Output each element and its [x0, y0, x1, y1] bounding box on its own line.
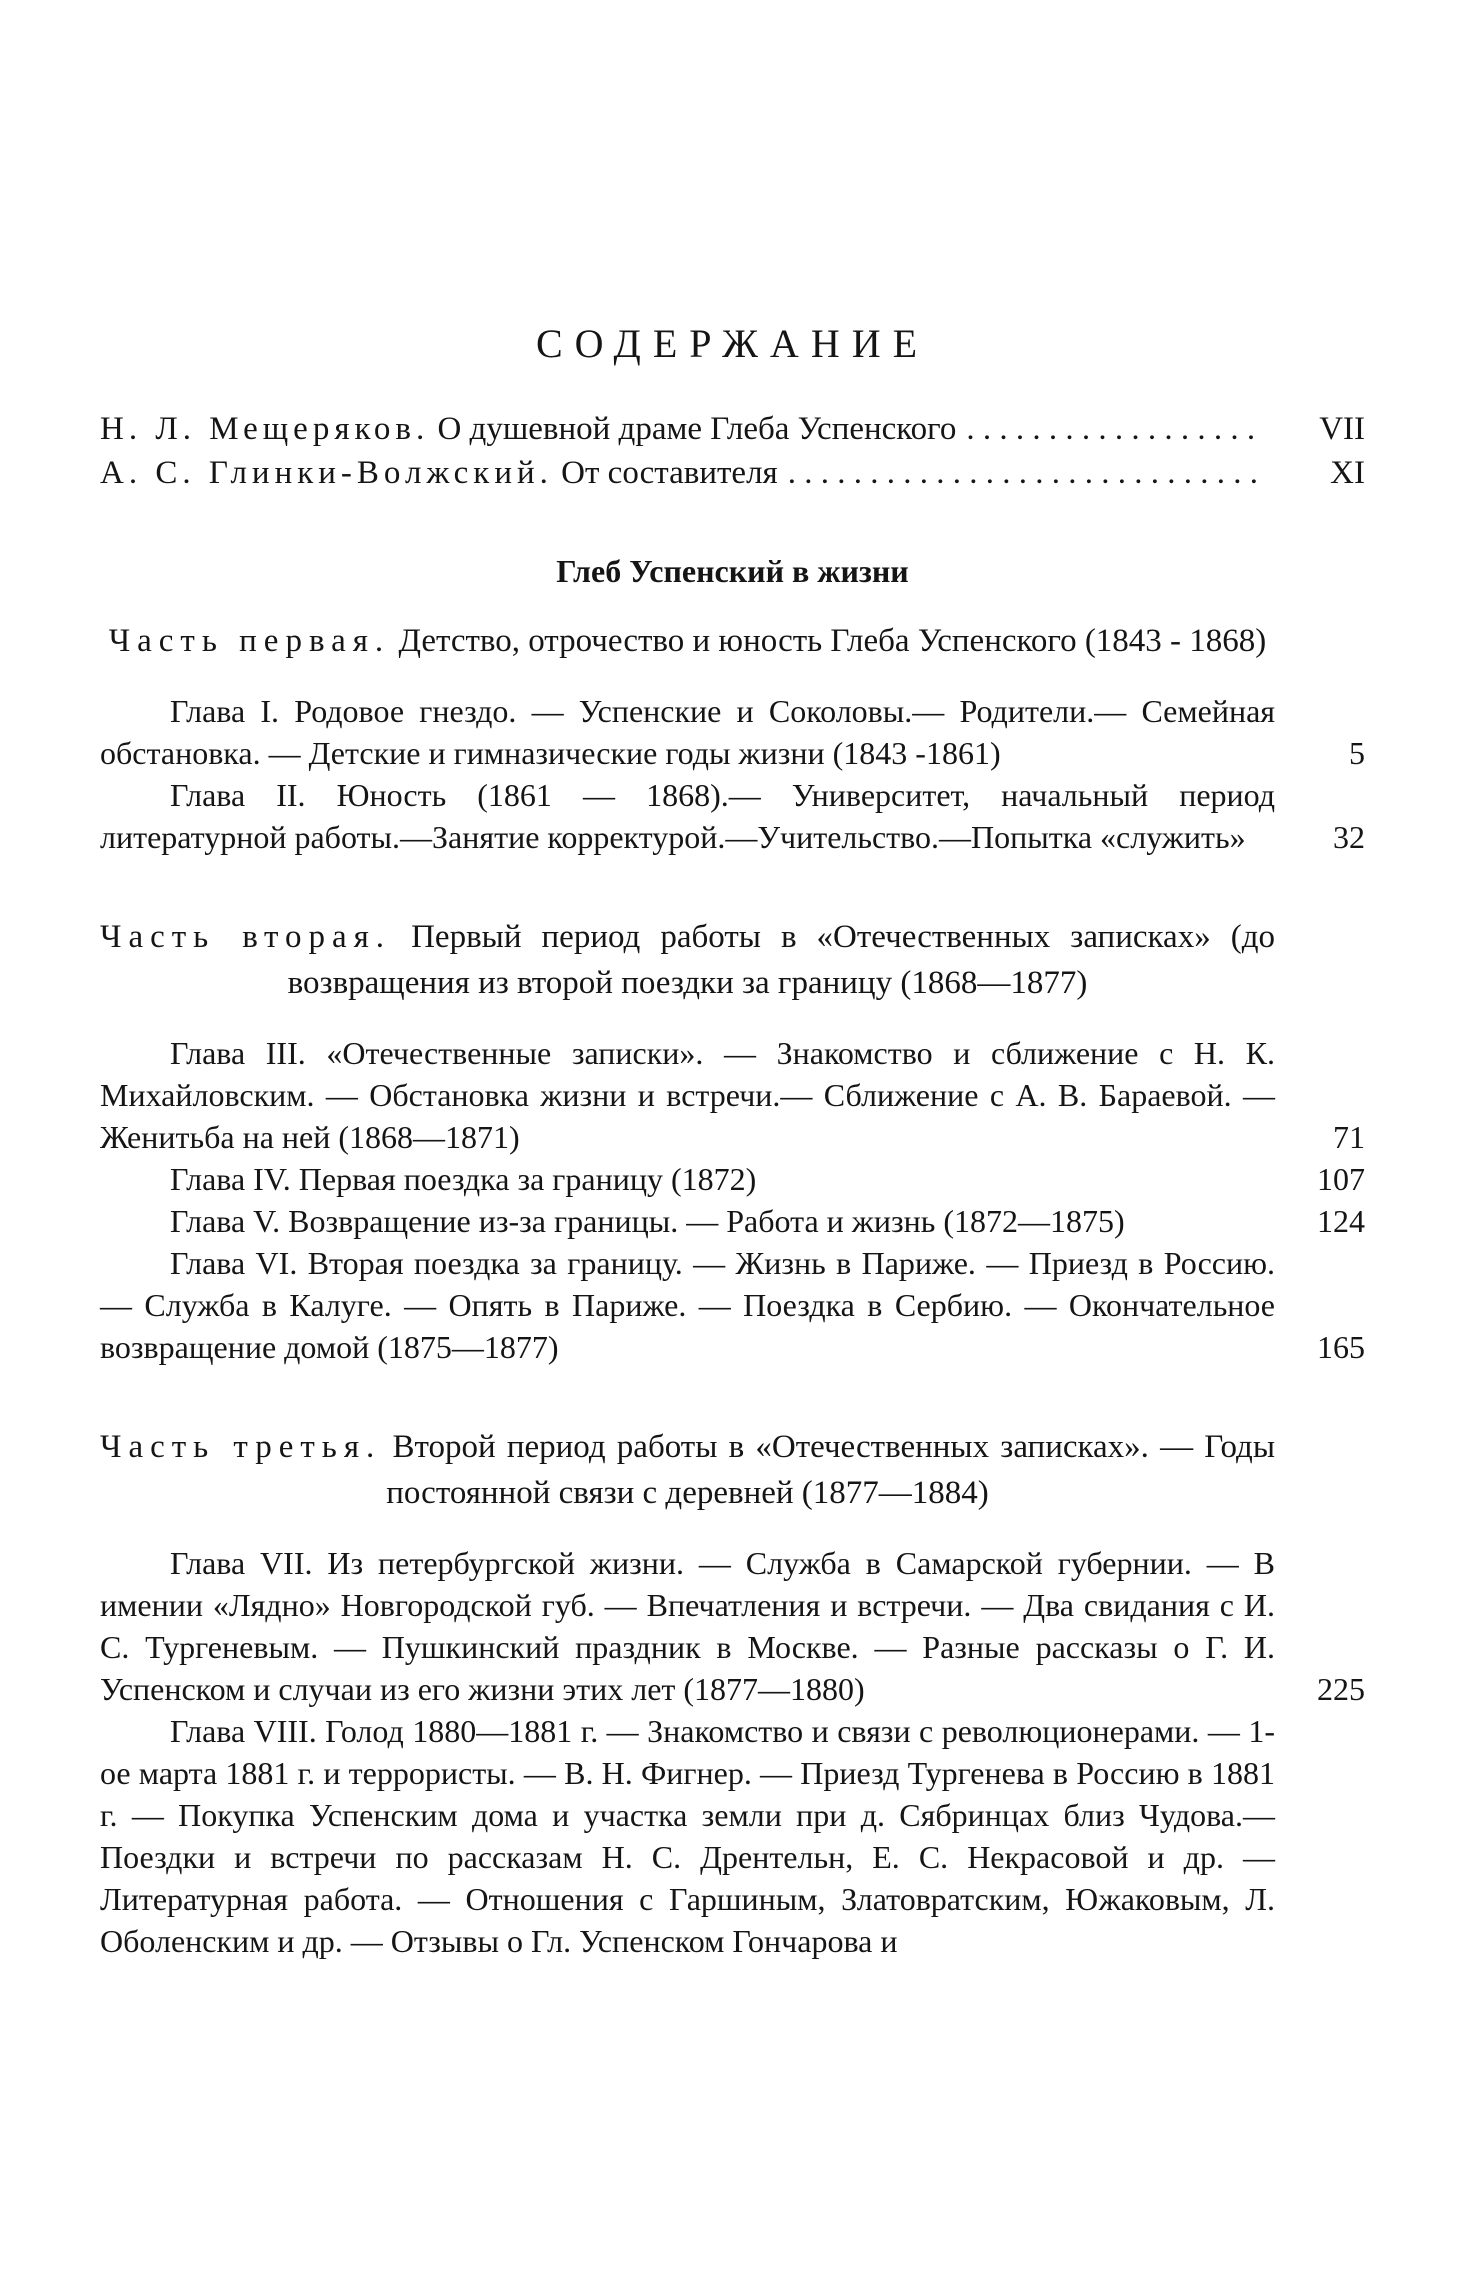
entry-text: О душевной драме Глеба Успенского: [437, 411, 957, 447]
chapter-text: Глава V. Возвращение из-за границы. — Работа и жизнь (1872—1875): [170, 1203, 1125, 1239]
dot-leader: [788, 451, 1265, 495]
spacer: [100, 1368, 1365, 1424]
chapter-entry: [100, 774, 1365, 858]
chapter-entry: [100, 1200, 1365, 1242]
toc-title: СОДЕРЖАНИЕ: [535, 321, 930, 366]
part-title-text: Детство, отрочество и юность Глеба Успенского (1843 - 1868): [398, 623, 1267, 659]
chapter-entry: [100, 1158, 1365, 1200]
front-entry-meshcheryakov: [100, 407, 1365, 451]
part-title: [100, 914, 1275, 1006]
chapter-page-number: 71: [1333, 1119, 1365, 1155]
chapter-text: Глава VI. Вторая поездка за границу. — Жизнь в Париже. — Приезд в Россию. — Служба в Калуге. — Опять в Париже. — Поездка в Сербию. — Окончательное возвращение домой (1875—1877): [100, 1245, 1275, 1365]
entry-page-number: XI: [1330, 455, 1365, 491]
spacer: [100, 858, 1365, 914]
chapter-text: Глава VIII. Голод 1880—1881 г. — Знакомство и связи с революционерами. — 1-ое марта 1881 г. и террористы. — В. Н. Фигнер. — Приезд Тургенева в Россию в 1881 г. — Покупка Успенским дома и участка земли при д. Сябринцах близ Чудова.—Поездки и встречи по рассказам Н. С. Дрентельн, Е. С. Некрасовой и др. — Литературная работа. — Отношения с Гаршиным, Златовратским, Южаковым, Л. Оболенским и др. — Отзывы о Гл. Успенском Гончарова и: [100, 1713, 1275, 1959]
chapter-page-number: 32: [1333, 819, 1365, 855]
chapter-entry: [100, 1710, 1365, 1962]
part-title-text: Второй период работы в «Отечественных записках». — Годы постоянной связи с деревней (1877—1884): [386, 1429, 1275, 1511]
part-three: [100, 1424, 1365, 1962]
entry-text: От составителя: [561, 455, 778, 491]
chapter-page-number: 5: [1349, 735, 1365, 771]
chapter-page-number: 225: [1317, 1671, 1365, 1707]
chapter-entry: [100, 1542, 1365, 1710]
chapter-entry: [100, 1242, 1365, 1368]
chapter-text: Глава VII. Из петербургской жизни. — Служба в Самарской губернии. — В имении «Лядно» Новгородской губ. — Впечатления и встречи. — Два свидания с И. С. Тургеневым. — Пушкинский праздник в Москве. — Разные рассказы о Г. И. Успенском и случаи из его жизни этих лет (1877—1880): [100, 1545, 1275, 1707]
part-title: [100, 618, 1275, 664]
chapter-text: Глава II. Юность (1861 — 1868).— Университет, начальный период литературной работы.—Занятие корректурой.—Учительство.—Попытка «служить»: [100, 777, 1275, 855]
entry-author: А. С. Глинки-Волжский.: [100, 455, 553, 491]
chapter-page-number: 124: [1317, 1203, 1365, 1239]
chapter-text: Глава IV. Первая поездка за границу (1872): [170, 1161, 757, 1197]
entry-page-number: VII: [1319, 411, 1365, 447]
part-title: [100, 1424, 1275, 1516]
part-label: Часть вторая.: [100, 919, 392, 955]
part-title-text: Первый период работы в «Отечественных записках» (до возвращения из второй поездки за границу (1868—1877): [287, 919, 1275, 1001]
chapter-entry: [100, 690, 1365, 774]
table-of-contents: [100, 320, 1365, 1962]
part-label: Часть первая.: [108, 623, 391, 659]
part-two: [100, 914, 1365, 1368]
section-heading: Глеб Успенский в жизни: [556, 553, 909, 589]
chapter-text: Глава III. «Отечественные записки». — Знакомство и сближение с Н. К. Михайловским. — Обстановка жизни и встречи.— Сближение с А. В. Бараевой. — Женитьба на ней (1868—1871): [100, 1035, 1275, 1155]
dot-leader: [966, 407, 1265, 451]
front-entry-glinka: [100, 451, 1365, 495]
part-label: Часть третья.: [100, 1429, 382, 1465]
chapter-page-number: 107: [1317, 1161, 1365, 1197]
chapter-text: Глава I. Родовое гнездо. — Успенские и Соколовы.— Родители.— Семейная обстановка. — Детские и гимназические годы жизни (1843 -1861): [100, 693, 1275, 771]
chapter-entry: [100, 1032, 1365, 1158]
entry-author: Н. Л. Мещеряков.: [100, 411, 430, 447]
chapter-page-number: 165: [1317, 1329, 1365, 1365]
part-one: [100, 618, 1365, 858]
